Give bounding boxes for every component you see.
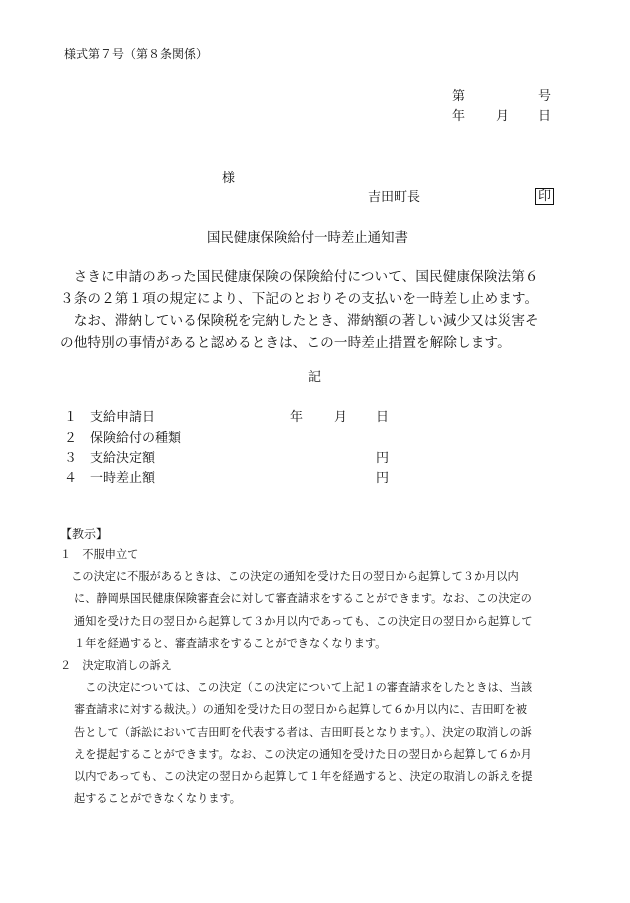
doc-number-suffix: 号: [538, 89, 552, 104]
notice-line: 告として（訴訟において吉田町を代表する者は、吉田町長となります。）、決定の取消しの訴: [74, 725, 532, 739]
notice-line: 起することができなくなります。: [74, 792, 241, 806]
form-label: 様式第７号（第８条関係）: [64, 47, 209, 61]
item-number: １: [64, 410, 78, 425]
body-paragraph: [60, 266, 580, 354]
notice-line: 審査請求に対する裁決。）の通知を受けた日の翌日から起算して６か月以内に、吉田町を被: [74, 703, 528, 717]
notice-section-2: [60, 655, 590, 810]
date-month: 月: [496, 109, 510, 124]
date-year: 年: [452, 109, 466, 124]
item-number: ３: [64, 451, 78, 466]
item-row-1: [64, 409, 155, 427]
item-4-unit: 円: [376, 471, 390, 486]
item-row-4: [64, 470, 155, 488]
document-title: 国民健康保険給付一時差止通知書: [207, 231, 408, 246]
item-label: 支給申請日: [90, 410, 156, 425]
item-number: ２: [64, 431, 78, 446]
notice-line: この決定については、この決定（この決定について上記１の審査請求をしたときは、当該: [74, 681, 533, 695]
body-line: ３条の２第１項の規定により、下記のとおりその支払いを一時差し止めます。: [60, 291, 539, 307]
notice-line: この決定に不服があるときは、この決定の通知を受けた日の翌日から起算して３か月以内: [60, 570, 519, 584]
item-3-unit: 円: [376, 451, 390, 466]
seal-text: 印: [535, 188, 554, 205]
item-label: 支給決定額: [90, 451, 156, 466]
item-1-month: 月: [334, 410, 348, 425]
doc-number-prefix: 第: [452, 89, 466, 104]
notice-line: 以内であっても、この決定の翌日から起算して１年を経過すると、決定の取消しの訴えを提: [74, 770, 533, 784]
notice-heading: 【教示】: [60, 527, 109, 541]
notice-section-title: ２ 決定取消しの訴え: [60, 659, 172, 672]
notice-section-title: １ 不服申立て: [60, 548, 139, 561]
item-1-day: 日: [376, 410, 390, 425]
item-number: ４: [64, 471, 78, 486]
item-label: 一時差止額: [90, 471, 156, 486]
sender-name: 吉田町長: [368, 190, 421, 205]
item-1-year: 年: [290, 410, 304, 425]
body-line: なお、滞納している保険税を完納したとき、滞納額の著しい減少又は災害そ: [60, 313, 539, 329]
item-row-3: [64, 450, 155, 468]
notice-line: 通知を受けた日の翌日から起算して３か月以内であっても、この決定日の翌日から起算して: [74, 614, 533, 628]
notice-line: １年を経過すると、審査請求をすることができなくなります。: [74, 636, 387, 650]
date-day: 日: [538, 109, 552, 124]
notice-line: に、静岡県国民健康保険審査会に対して審査請求をすることができます。なお、この決定の: [74, 592, 532, 606]
item-label: 保険給付の種類: [90, 431, 182, 446]
body-line: さきに申請のあった国民健康保険の保険給付について、国民健康保険法第６: [60, 269, 539, 285]
ki-heading: 記: [308, 370, 322, 385]
seal-mark: [535, 188, 554, 206]
notice-section-1: [60, 544, 590, 655]
addressee-suffix: 様: [222, 171, 236, 186]
body-line: の他特別の事情があると認めるときは、この一時差止措置を解除します。: [60, 335, 511, 351]
notice-line: えを提起することができます。なお、この決定の通知を受けた日の翌日から起算して６か月: [74, 747, 532, 761]
item-row-2: [64, 430, 181, 448]
